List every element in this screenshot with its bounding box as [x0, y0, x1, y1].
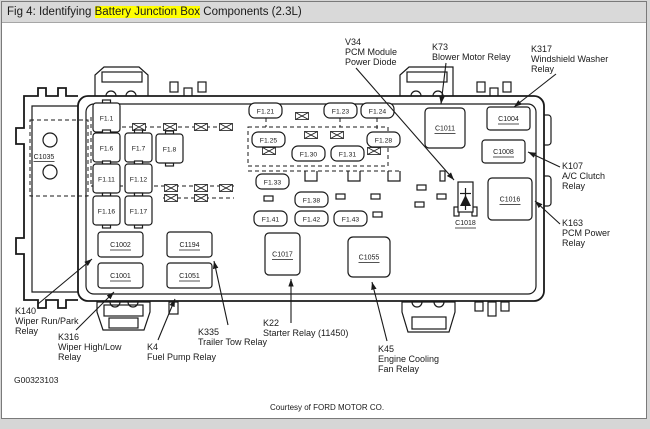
callout-line: Wiper Run/Park	[15, 316, 79, 326]
callout-line: K73	[432, 42, 449, 52]
fuse-label: F1.41	[261, 216, 280, 224]
connector-label: C1018	[455, 220, 476, 227]
callout-line: Blower Motor Relay	[432, 52, 511, 62]
connector-label: C1055	[358, 254, 380, 262]
fuse-label: F1.43	[341, 216, 360, 224]
figure-title-highlight: Battery Junction Box	[94, 6, 201, 18]
connector-label: C1004	[498, 116, 519, 123]
callout-line: PCM Power	[562, 228, 611, 238]
bottom-connector-left	[97, 302, 150, 330]
callout-k22	[263, 318, 348, 338]
callout-line: A/C Clutch	[562, 171, 606, 181]
left-connector-housing	[16, 88, 78, 308]
top-connector-left	[95, 67, 148, 97]
fuse-label: F1.23	[331, 108, 350, 116]
connector-label: C1194	[179, 242, 200, 249]
connector-label: C1051	[179, 273, 200, 280]
connector-label: C1001	[110, 273, 131, 280]
fuse-label: F1.21	[256, 108, 275, 116]
fuse-label: F1.1	[99, 115, 114, 123]
connector-label: C1017	[272, 251, 293, 259]
connector-label: C1002	[110, 242, 131, 249]
callout-line: K45	[378, 344, 395, 354]
callout-line: K107	[562, 161, 584, 171]
callout-line: Windshield Washer	[531, 54, 609, 64]
callout-line: Engine Cooling	[378, 354, 440, 364]
figure-title-prefix: Fig 4: Identifying	[7, 6, 95, 18]
callout-k45	[378, 344, 439, 374]
callout-line: Power Diode	[345, 57, 397, 67]
fuse-label: F1.16	[97, 208, 116, 216]
callout-line: K4	[147, 342, 159, 352]
fuse-label: F1.24	[368, 108, 387, 116]
fuse-label: F1.31	[338, 151, 357, 159]
callout-line: Wiper High/Low	[58, 342, 122, 352]
callout-line: Relay	[15, 326, 39, 336]
bottom-connector-right	[402, 302, 455, 332]
connector-label: C1011	[434, 125, 456, 133]
connector-label: C1016	[499, 196, 521, 204]
callout-line: Trailer Tow Relay	[198, 337, 268, 347]
bottom-tabs-right	[475, 302, 509, 316]
callout-line: K317	[531, 44, 553, 54]
callout-line: V34	[345, 37, 362, 47]
fuse-label: F1.25	[259, 137, 278, 145]
connector-label: C1035	[33, 154, 55, 161]
fuse-label: F1.17	[129, 208, 148, 216]
callout-line: Relay	[531, 64, 555, 74]
callout-line: Fuel Pump Relay	[147, 352, 217, 362]
callout-line: Relay	[562, 181, 586, 191]
figure-code: G00323103	[14, 375, 59, 385]
callout-line: K335	[198, 327, 220, 337]
callout-k73	[432, 42, 511, 62]
fuse-label: F1.7	[131, 145, 146, 153]
callout-line: K316	[58, 332, 80, 342]
diode-c1018	[454, 182, 477, 228]
fuse-label: F1.38	[302, 197, 321, 205]
callout-v34	[345, 37, 397, 67]
callout-k107	[562, 161, 605, 191]
callout-line: Starter Relay (11450)	[263, 328, 349, 338]
fuse-label: F1.6	[99, 145, 114, 153]
top-tabs-right	[477, 82, 511, 97]
callout-line: K22	[263, 318, 280, 328]
callout-k317	[531, 44, 608, 74]
fuse-label: F1.42	[302, 216, 321, 224]
callout-line: Fan Relay	[378, 364, 420, 374]
callout-line: Relay	[58, 352, 82, 362]
fuse-label: F1.11	[98, 176, 115, 184]
fuse-label: F1.28	[374, 137, 393, 145]
callout-k316	[58, 332, 122, 362]
fuse-label: F1.30	[299, 151, 318, 159]
courtesy-note: Courtesy of FORD MOTOR CO.	[270, 403, 385, 412]
figure-title-suffix: Components (2.3L)	[200, 6, 302, 18]
callout-k335	[198, 327, 268, 347]
fuse-label: F1.33	[263, 179, 282, 187]
fuse-label: F1.12	[129, 176, 148, 184]
callout-line: K163	[562, 218, 584, 228]
figure-title-bar	[2, 2, 646, 23]
top-tabs-left	[170, 82, 206, 97]
callout-k163	[562, 218, 610, 248]
callout-line: Relay	[562, 238, 586, 248]
connector-label: C1008	[493, 149, 514, 156]
callout-line: PCM Module	[345, 47, 398, 57]
callout-line: K140	[15, 306, 37, 316]
fuse-label: F1.8	[162, 146, 177, 154]
